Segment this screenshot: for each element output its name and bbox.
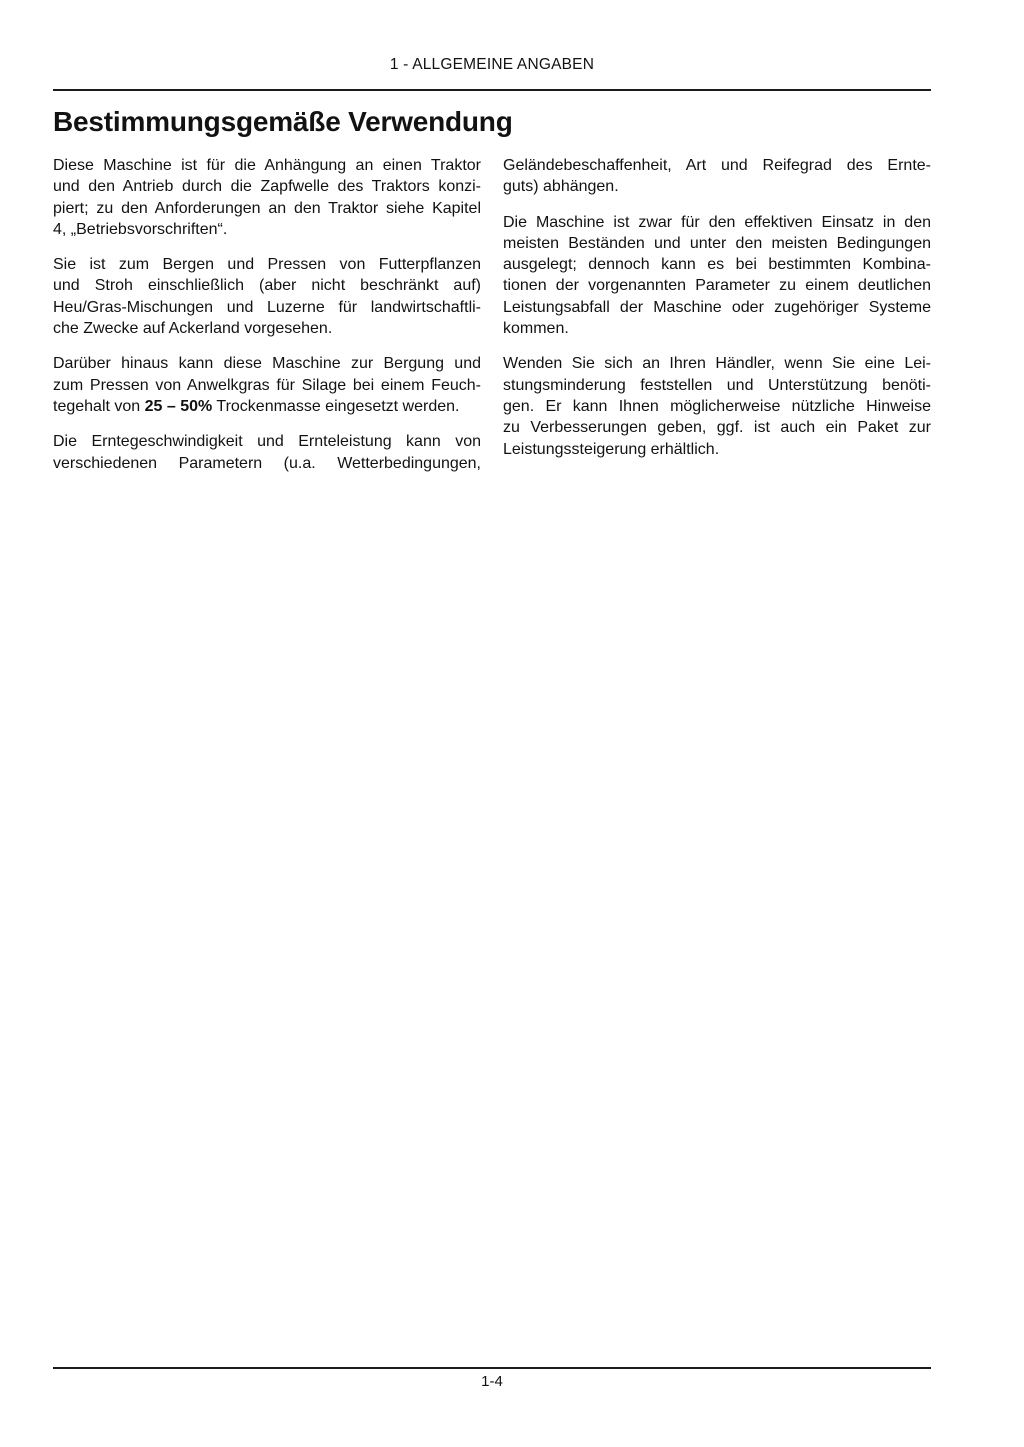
paragraph-harvest-performance: [53, 431, 481, 474]
text-line: Die Erntegeschwindigkeit und Ernteleistung kann von: [53, 433, 481, 451]
page-number: 1-4: [481, 1373, 503, 1390]
footer-rule: [53, 1367, 931, 1369]
text-line: piert; zu den Anforderungen an den Traktor siehe Kapitel: [53, 199, 481, 217]
running-header: 1 - ALLGEMEINE ANGABEN: [389, 56, 595, 73]
paragraph-crop-types: [53, 254, 481, 339]
text-line: Sie ist zum Bergen und Pressen von Futterpflanzen: [53, 256, 481, 274]
text-line: Wenden Sie sich an Ihren Händler, wenn Sie eine Lei-: [503, 355, 931, 373]
text-line: Leistungssteigerung erhältlich.: [503, 440, 720, 458]
left-column: [53, 155, 481, 488]
header-rule: [53, 89, 931, 91]
right-column: [503, 155, 931, 488]
text-run: Trockenmasse eingesetzt werden.: [212, 397, 460, 415]
text-line: zum Pressen von Anwelkgras für Silage bei einem Feuch-: [53, 376, 481, 394]
text-line: ausgelegt; dennoch kann es bei bestimmten Kombina-: [503, 256, 931, 274]
text-line: Die Maschine ist zwar für den effektiven Einsatz in den: [503, 213, 931, 231]
text-line: und den Antrieb durch die Zapfwelle des Traktors konzi-: [53, 178, 481, 196]
text-line: stungsminderung feststellen und Unterstützung benöti-: [503, 376, 931, 394]
paragraph-dealer-contact: [503, 353, 931, 459]
bold-moisture-range: 25 – 50%: [144, 397, 213, 415]
paragraph-harvest-performance-cont: [503, 155, 931, 198]
page-title: Bestimmungsgemäße Verwendung: [53, 106, 513, 137]
text-line: zu Verbesserungen geben, ggf. ist auch ein Paket zur: [503, 419, 931, 437]
text-line: guts) abhängen.: [503, 178, 619, 196]
text-line: Diese Maschine ist für die Anhängung an einen Traktor: [53, 157, 481, 174]
text-line: Heu/Gras-Mischungen und Luzerne für landwirtschaftli-: [53, 298, 481, 316]
paragraph-intended-use: [53, 155, 481, 240]
text-line: Darüber hinaus kann diese Maschine zur Bergung und: [53, 355, 481, 373]
text-line: 4, „Betriebsvorschriften“.: [53, 220, 228, 238]
text-line: gen. Er kann Ihnen möglicherweise nützliche Hinweise: [503, 397, 931, 415]
text-line: che Zwecke auf Ackerland vorgesehen.: [53, 320, 333, 338]
text-line: [53, 396, 481, 417]
text-run: tegehalt von: [53, 397, 145, 415]
text-line: und Stroh einschließlich (aber nicht beschränkt auf): [53, 277, 481, 295]
text-line: Leistungsabfall der Maschine oder zugehöriger Systeme: [503, 298, 931, 316]
text-line: meisten Beständen und unter den meisten Bedingungen: [503, 234, 931, 252]
text-line: tionen der vorgenannten Parameter zu einem deutlichen: [503, 277, 931, 295]
paragraph-performance-drop: [503, 212, 931, 340]
two-column-body: [53, 155, 931, 488]
text-line: Geländebeschaffenheit, Art und Reifegrad des Ernte-: [503, 157, 931, 174]
paragraph-silage-moisture: [53, 353, 481, 417]
text-line: verschiedenen Parametern (u.a. Wetterbedingungen,: [53, 454, 481, 472]
text-line: kommen.: [503, 320, 569, 338]
